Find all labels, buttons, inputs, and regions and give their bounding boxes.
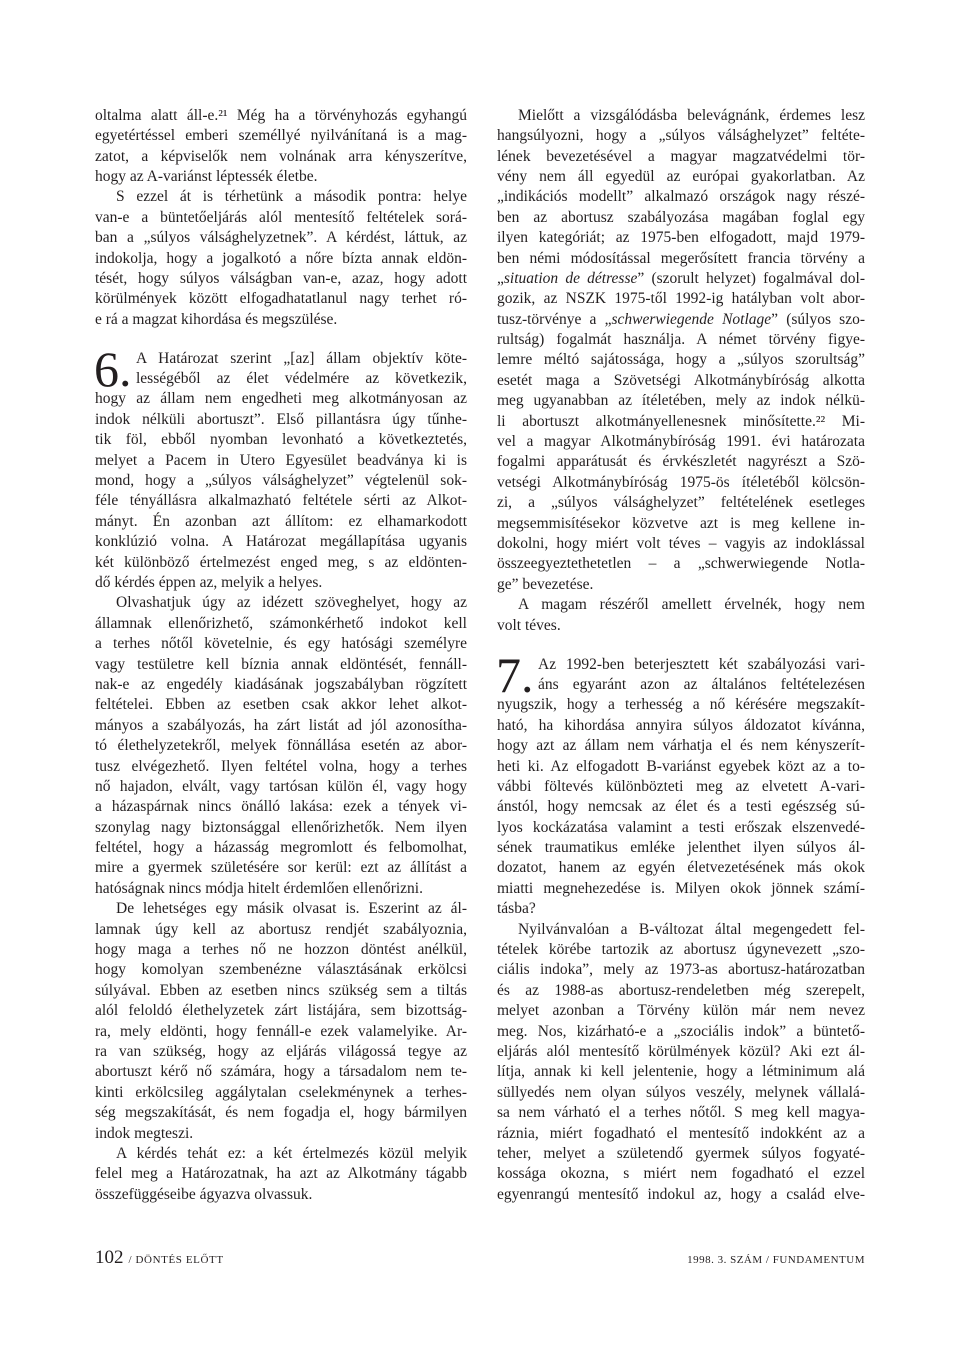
text-line: ben az abortusz szabályozása magában foglal egy: [497, 208, 865, 226]
text-line: heti ki. Az elfogadott B-variánst egyebek közt az a to-: [497, 757, 865, 775]
paragraph: [95, 593, 467, 899]
text-line: nak-e az engedély kiadásának jogszabályban rögzített: [95, 675, 467, 693]
text-line: Olvashatjuk úgy az idézett szöveghelyet, hogy az: [116, 594, 467, 612]
text-line: szonylag nagy biztonsággal ellenőrizhetők. Nem ilyen: [95, 818, 467, 836]
text-line: nyugszik, hogy a terhesség a nő kérésére megszakít-: [497, 696, 865, 714]
paragraph: [95, 1144, 467, 1205]
paragraph: [497, 106, 865, 595]
text-line: összeegyeztethetetlen – a „schwerwiegende Notla-: [497, 555, 865, 573]
text-line: és az 1988-as abortusz-rendeletben még szerepelt,: [497, 981, 865, 999]
text-line: esetét maga a Szövetségi Alkotmánybíróság alkotta: [497, 371, 865, 389]
text-run: ” (súlyos szo-: [771, 310, 865, 328]
text-line: tó élethelyzetekről, melyek fönnállása esetén az abor-: [95, 737, 467, 755]
text-line: lítja, annak ki kell jelentenie, hogy a létminimum alá: [497, 1063, 865, 1081]
page-footer: [95, 1247, 865, 1269]
text-line: mire a gyermek születésére sor kerül: ezt az állítást a: [95, 859, 467, 877]
text-line: ben némi módosítással megerősített francia törvény a: [497, 249, 865, 267]
text-run: tusz-törvénye a „: [497, 310, 612, 328]
text-line: lamnak úgy kell az abortusz rendjét szabályoznia,: [95, 920, 467, 938]
text-line: Mielőtt a vizsgálódásba belevágnánk, érdemes lesz: [518, 106, 865, 124]
text-line: Az 1992-ben beterjesztett két szabályozási vari-: [538, 655, 865, 673]
text-line: lességéből az élet védelmére az következik,: [136, 370, 467, 388]
text-line: áns egyaránt azon az általános feltételezésen: [538, 675, 865, 693]
text-line: feltétel, hogy a házasság megromlott és felbomolhat,: [95, 839, 467, 857]
text-line: dokolni, hogy miért volt téves – vagyis az indoklással: [497, 535, 865, 552]
text-line: De lehetséges egy másik olvasat is. Eszerint az ál-: [116, 900, 467, 918]
text-line: oltalma alatt áll-e.²¹ Még ha a törvényhozás egyhangú: [95, 106, 467, 124]
text-line: fogalmi apparátusát és érvkészletét nagyrészt a Szö-: [497, 453, 865, 471]
text-line: körülmények között elfogadhatatlanul nagy terhet ró-: [95, 290, 467, 308]
text-line: ánstól, hogy nemcsak az élet és a testi egészség sú-: [497, 798, 865, 816]
text-line: a házaspárnak nincs önálló lakása: ezek a tények vi-: [95, 798, 467, 816]
text-line: sa nem várható el a terhes nőtől. S meg kell magya-: [497, 1104, 865, 1122]
text-line: a terhes nőtől követelnie, és egy hatósági személyre: [95, 635, 467, 653]
text-line: konklúzió volna. A Határozat megállapítása ugyanis: [95, 533, 467, 551]
text-line: ilyen kategóriát; az 1975-ben elfogadott, majd 1979-: [497, 229, 865, 247]
text-line: tételek körébe tartozik az abortusz úgynevezett „szo-: [497, 941, 865, 959]
text-line: hogy azt az állam nem várhatja el és nem kényszerít-: [497, 737, 865, 755]
text-line: ban a „súlyos válsághelyzetnek”. A kérdést, láttuk, az: [95, 229, 467, 247]
text-line: kossága okozna, s miért nem fogadható el ezzel: [497, 1165, 865, 1183]
text-line: [497, 310, 865, 330]
text-line: alól feloldó élethelyzetek zárt listájára, sem bizottság-: [95, 1002, 467, 1020]
numbered-section: [94, 340, 467, 1205]
text-line: [497, 269, 865, 289]
text-line: tusz elvégezhető. Ilyen feltétel volna, hogy a terhes: [95, 757, 467, 775]
text-line: rultság) fogalmát használja. A német törvény figye-: [497, 331, 865, 349]
issue-label: 1998. 3. SZÁM / FUNDAMENTUM: [687, 1254, 865, 1266]
text-line: li abortuszt alkotmányellenesnek minősítette.²² Mi-: [497, 412, 865, 430]
text-line: lemre méltó sajátossága, hogy a „súlyos szorultság”: [497, 351, 865, 369]
text-line: hogy az állam nem engedheti meg alkotmányosan az: [95, 390, 467, 408]
text-line: Nyilvánvalóan a B-változat által megengedett fel-: [518, 920, 865, 938]
text-line: államnak ellenőrizhető, számonkérhető indokot kell: [95, 614, 467, 632]
text-line: S ezzel át is térhetünk a második pontra: helye: [116, 188, 467, 206]
text-line: vábbi föltevés különbözteti meg az elvetett A-vari-: [497, 777, 865, 795]
page-number: 102: [95, 1247, 124, 1268]
text-line: két különböző értelmezést enged meg, s az eldönten-: [95, 553, 467, 571]
italic-term: situation de détresse: [503, 269, 638, 287]
text-line: ra van szükség, hogy az eljárás világossá tegye az: [95, 1042, 467, 1060]
text-line: meg ugyanabban az ítéletében, mely az indok nélkü-: [497, 392, 865, 410]
text-line: melyet a Pacem in Utero Egyesület beadványa ki is: [95, 451, 467, 469]
text-line: A kérdés tehát ez: a két értelmezés közül melyik: [116, 1144, 467, 1162]
numbered-section: [496, 646, 865, 1206]
text-line: hogy komolyan szembenézne választásának erkölcsi: [95, 961, 467, 979]
text-line: sének traumatikus emléke jelenthet ilyen súlyos ál-: [497, 839, 865, 857]
text-line: ható, ha kihordása annyira súlyos áldozatot kívánna,: [497, 716, 865, 734]
text-line: hogy az A-variánst léptessék életbe.: [95, 167, 318, 185]
text-line: hogy maga a terhes nő ne hozzon döntést anélkül,: [95, 941, 467, 959]
text-line: van-e a büntetőeljárás alól mentesítő feltételek sorá-: [95, 208, 467, 226]
text-line: kinti erkölcsileg aggálytalan cselekménynek a terhes-: [95, 1083, 467, 1101]
section-number: 6.: [94, 340, 132, 397]
text-line: lyos kockázatása valamint a testi erőszak elszenvedé-: [497, 818, 865, 836]
text-line: megsemmisítésekor közvetve azt is meg kellene in-: [497, 514, 865, 532]
text-line: volt téves.: [497, 616, 561, 634]
text-run: „: [497, 269, 504, 287]
text-line: indok nélküli abortuszt”. Első pillantásra úgy tűnhe-: [95, 410, 467, 428]
text-line: mányos a szabályozás, ha zárt listát ad jól azonosítha-: [95, 716, 467, 734]
text-line: ge” bevezetése.: [497, 575, 594, 593]
text-line: féle tényállásra alkalmazható feltétele sérti az Alkot-: [95, 492, 467, 510]
text-line: hatóságnak nincs módja hitelt érdemlően ellenőrizni.: [95, 879, 423, 897]
text-line: mányt. Én azonban azt állítom: ez elhamarkodott: [95, 512, 467, 530]
text-line: vagy testületre kell bíznia annak eldöntését, fennáll-: [95, 655, 467, 673]
text-line: A Határozat szerint „[az] állam objektív köte-: [136, 349, 467, 367]
text-line: abortuszt kérő nő számára, hogy a társadalom nem te-: [95, 1063, 467, 1081]
text-line: lének bevezetésével a magyar magzatvédelmi tör-: [497, 147, 865, 165]
text-line: zatot, a képviselők nem volnának arra kényszerítve,: [95, 147, 467, 165]
text-line: melyet azonban a Törvény külön már nem nevez: [497, 1002, 865, 1020]
text-line: zi, a „súlyos válsághelyzet” feltételének esetleges: [497, 494, 865, 512]
text-line: vény nem áll egyedül az európai gyakorlatban. Az: [497, 167, 865, 185]
text-line: egyetértéssel emberi személlyé nyilvánítaná is a mag-: [95, 127, 467, 145]
paragraph: [497, 595, 865, 636]
text-section: [497, 106, 865, 636]
text-line: indokolja, hogy a jogalkotó a nőre bízta annak eldön-: [95, 249, 467, 267]
text-line: ség megszakítását, és nem fogadja el, hogy bármilyen: [95, 1104, 467, 1122]
section-number: 7.: [496, 646, 534, 703]
text-line: egyenrangú mentesítő indokul az, hogy a család elve-: [497, 1185, 865, 1203]
text-line: tését, hogy súlyos válságban van-e, azaz, hogy adott: [95, 269, 467, 287]
text-run: ” (szorult helyzet) fogalmával dol-: [637, 269, 865, 287]
text-line: súlyával. Ebben az esetben nincs szükség sem a tiltás: [95, 981, 467, 999]
text-line: ciális indoka”, mely az 1973-as abortusz-határozatban: [497, 961, 865, 979]
text-line: vel a magyar Alkotmánybíróság 1991. évi határozata: [497, 433, 865, 451]
text-line: vetségi Alkotmánybíróság 1975-ös ítéletéből kölcsön-: [497, 473, 865, 491]
text-line: meg. Nos, kizárható-e a „szociális indok” a büntető-: [497, 1022, 865, 1040]
text-line: gozik, az NSZK 1975-től 1992-ig hatályban volt abor-: [497, 290, 865, 308]
paragraph: [95, 106, 467, 188]
italic-term: schwerwiegende Notlage: [611, 310, 772, 328]
right-column: [497, 106, 865, 1205]
text-line: indok megteszi.: [95, 1124, 194, 1142]
text-line: hangsúlyozni, hogy a „súlyos válsághelyzet” feltéte-: [497, 127, 865, 145]
paragraph: [95, 187, 467, 330]
text-line: „indikációs modellt” alkalmazó országok nagy részé-: [497, 188, 865, 206]
text-line: dozatot, hanem az egyén életvezetésének más okok: [497, 859, 865, 877]
text-line: mond, hogy a „súlyos válsághelyzet” végtelenül sok-: [95, 472, 467, 490]
text-line: ra, mely eldönti, hogy fennáll-e ezek valamelyike. Ar-: [95, 1022, 467, 1040]
text-line: felel meg a Határozatnak, ha azt az Alkotmány tágabb: [95, 1165, 467, 1183]
paragraph: [95, 899, 467, 1144]
running-footer-left: [95, 1247, 224, 1271]
text-line: összefüggéseibe ágyazva olvassuk.: [95, 1185, 313, 1203]
text-line: e rá a magzat kihordása és megszülése.: [95, 310, 338, 328]
text-line: süllyedés nem olyan súlyos veszély, melynek vállalá-: [497, 1083, 865, 1101]
section-title: / DÖNTÉS ELŐTT: [128, 1254, 224, 1266]
text-line: ráznia, miért fogadható el mentesítő indokként az a: [497, 1124, 865, 1142]
text-line: dő kérdés éppen az, melyik a helyes.: [95, 573, 323, 591]
text-line: eljárás alól mentesítő körülmények közül? Aki ezt ál-: [497, 1042, 865, 1060]
paragraph: [497, 655, 865, 920]
paragraph: [95, 349, 467, 594]
text-section: [95, 106, 467, 330]
text-line: tásba?: [497, 900, 536, 918]
text-line: A magam részéről amellett érvelnék, hogy nem: [518, 596, 865, 614]
text-line: feltételei. Ebben az esetben csak akkor lehet alkot-: [95, 696, 467, 714]
text-line: miatti megnehezedése is. Milyen okok jönnek számí-: [497, 879, 865, 897]
left-column: [95, 106, 467, 1205]
text-line: nő hajadon, elvált, vagy tartósan külön él, vagy hogy: [95, 777, 467, 795]
text-line: teher, melyet a születendő gyermek súlyos fogyaté-: [497, 1144, 865, 1162]
paragraph: [497, 920, 865, 1205]
text-line: tik föl, ebből nyomban levonható a következtetés,: [95, 431, 467, 449]
